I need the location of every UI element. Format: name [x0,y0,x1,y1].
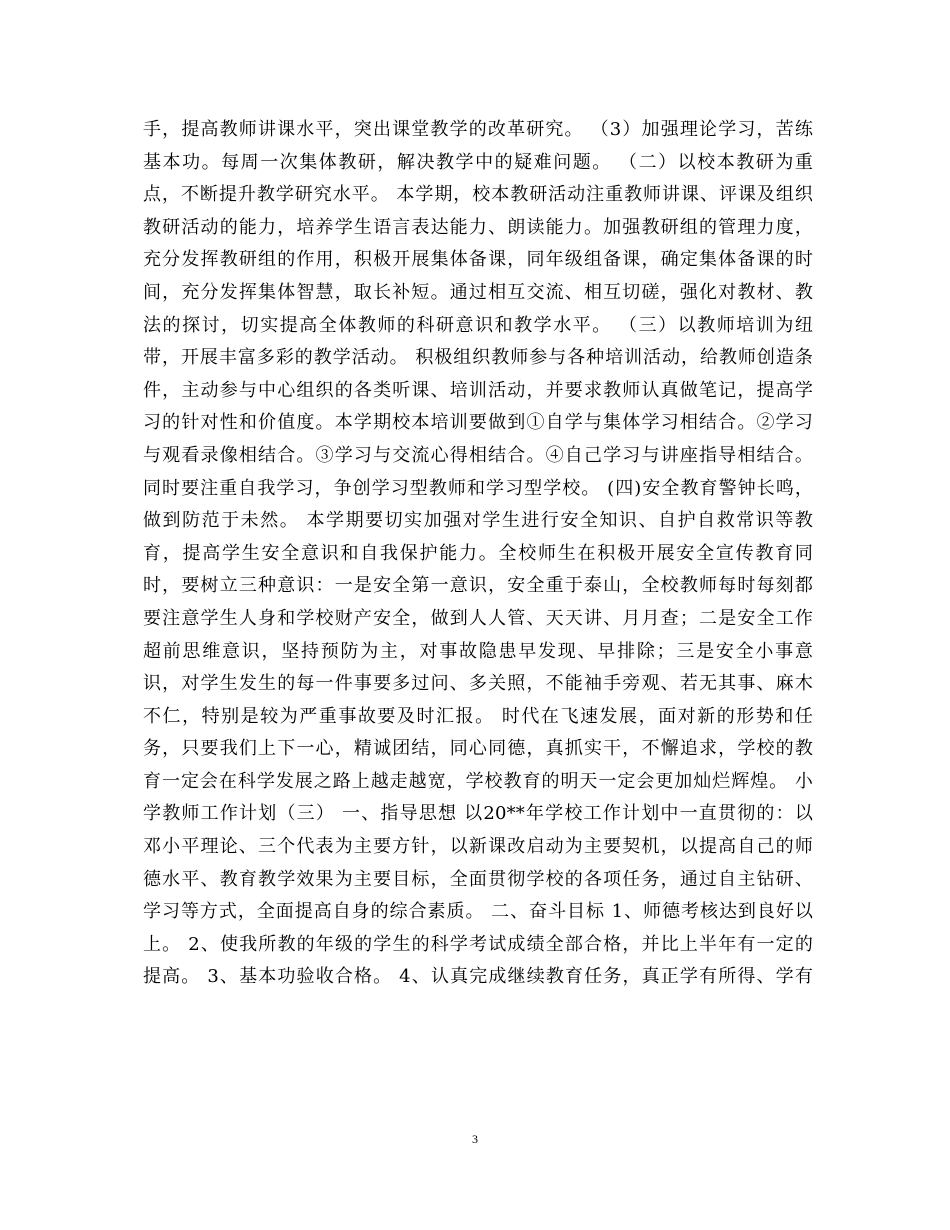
text-line: 育一定会在科学发展之路上越走越宽，学校教育的明天一定会更加灿烂辉煌。 小 [143,770,813,792]
text-line: 带，开展丰富多彩的教学活动。 积极组织教师参与各种培训活动，给教师创造条 [143,347,813,369]
text-line: 件，主动参与中心组织的各类听课、培训活动，并要求教师认真做笔记，提高学 [143,379,813,401]
text-line: 与观看录像相结合。③学习与交流心得相结合。④自己学习与讲座指导相结合。 [143,444,813,466]
text-line: 法的探讨，切实提高全体教师的科研意识和教学水平。 （三）以教师培训为纽 [143,314,813,336]
text-line: 提高。 3、基本功验收合格。 4、认真完成继续教育任务，真正学有所得、学有 [143,966,813,988]
text-line: 同时要注重自我学习，争创学习型教师和学习型学校。 (四)安全教育警钟长鸣， [143,477,813,499]
text-line: 习的针对性和价值度。本学期校本培训要做到①自学与集体学习相结合。②学习 [143,412,813,434]
page-number: 3 [472,1132,478,1146]
text-line: 学教师工作计划（三） 一、指导思想 以20**年学校工作计划中一直贯彻的：以 [143,803,813,825]
text-line: 学习等方式，全面提高自身的综合素质。 二、奋斗目标 1、师德考核达到良好以 [143,901,813,923]
text-line: 间，充分发挥集体智慧，取长补短。通过相互交流、相互切磋，强化对教材、教 [143,281,813,303]
text-line: 不仁，特别是较为严重事故要及时汇报。 时代在飞速发展，面对新的形势和任 [143,705,813,727]
text-line: 育，提高学生安全意识和自我保护能力。全校师生在积极开展安全宣传教育同 [143,542,813,564]
text-line: 基本功。每周一次集体教研，解决教学中的疑难问题。 （二）以校本教研为重 [143,151,813,173]
text-line: 上。 2、使我所教的年级的学生的科学考试成绩全部合格，并比上半年有一定的 [143,933,813,955]
text-line: 手，提高教师讲课水平，突出课堂教学的改革研究。 （3）加强理论学习，苦练 [143,119,813,140]
text-line: 要注意学生人身和学校财产安全，做到人人管、天天讲、月月查；二是安全工作 [143,607,813,629]
text-line: 充分发挥教研组的作用，积极开展集体备课，同年级组备课，确定集体备课的时 [143,249,813,271]
text-line: 务，只要我们上下一心，精诚团结，同心同德，真抓实干，不懈追求，学校的教 [143,738,813,760]
text-line: 做到防范于未然。 本学期要切实加强对学生进行安全知识、自护自救常识等教 [143,510,813,532]
text-line: 教研活动的能力，培养学生语言表达能力、朗读能力。加强教研组的管理力度， [143,216,813,238]
text-line: 超前思维意识，坚持预防为主，对事故隐患早发现、早排除；三是安全小事意 [143,640,813,662]
text-line: 识，对学生发生的每一件事要多过问、多关照，不能袖手旁观、若无其事、麻木 [143,673,813,695]
text-line: 时，要树立三种意识：一是安全第一意识，安全重于泰山，全校教师每时每刻都 [143,575,813,597]
body-text [143,114,813,994]
text-line: 邓小平理论、三个代表为主要方针，以新课改启动为主要契机，以提高自己的师 [143,836,813,858]
text-line: 德水平、教育教学效果为主要目标，全面贯彻学校的各项任务，通过自主钻研、 [143,868,813,890]
text-line: 点，不断提升教学研究水平。 本学期，校本教研活动注重教师讲课、评课及组织 [143,184,813,206]
